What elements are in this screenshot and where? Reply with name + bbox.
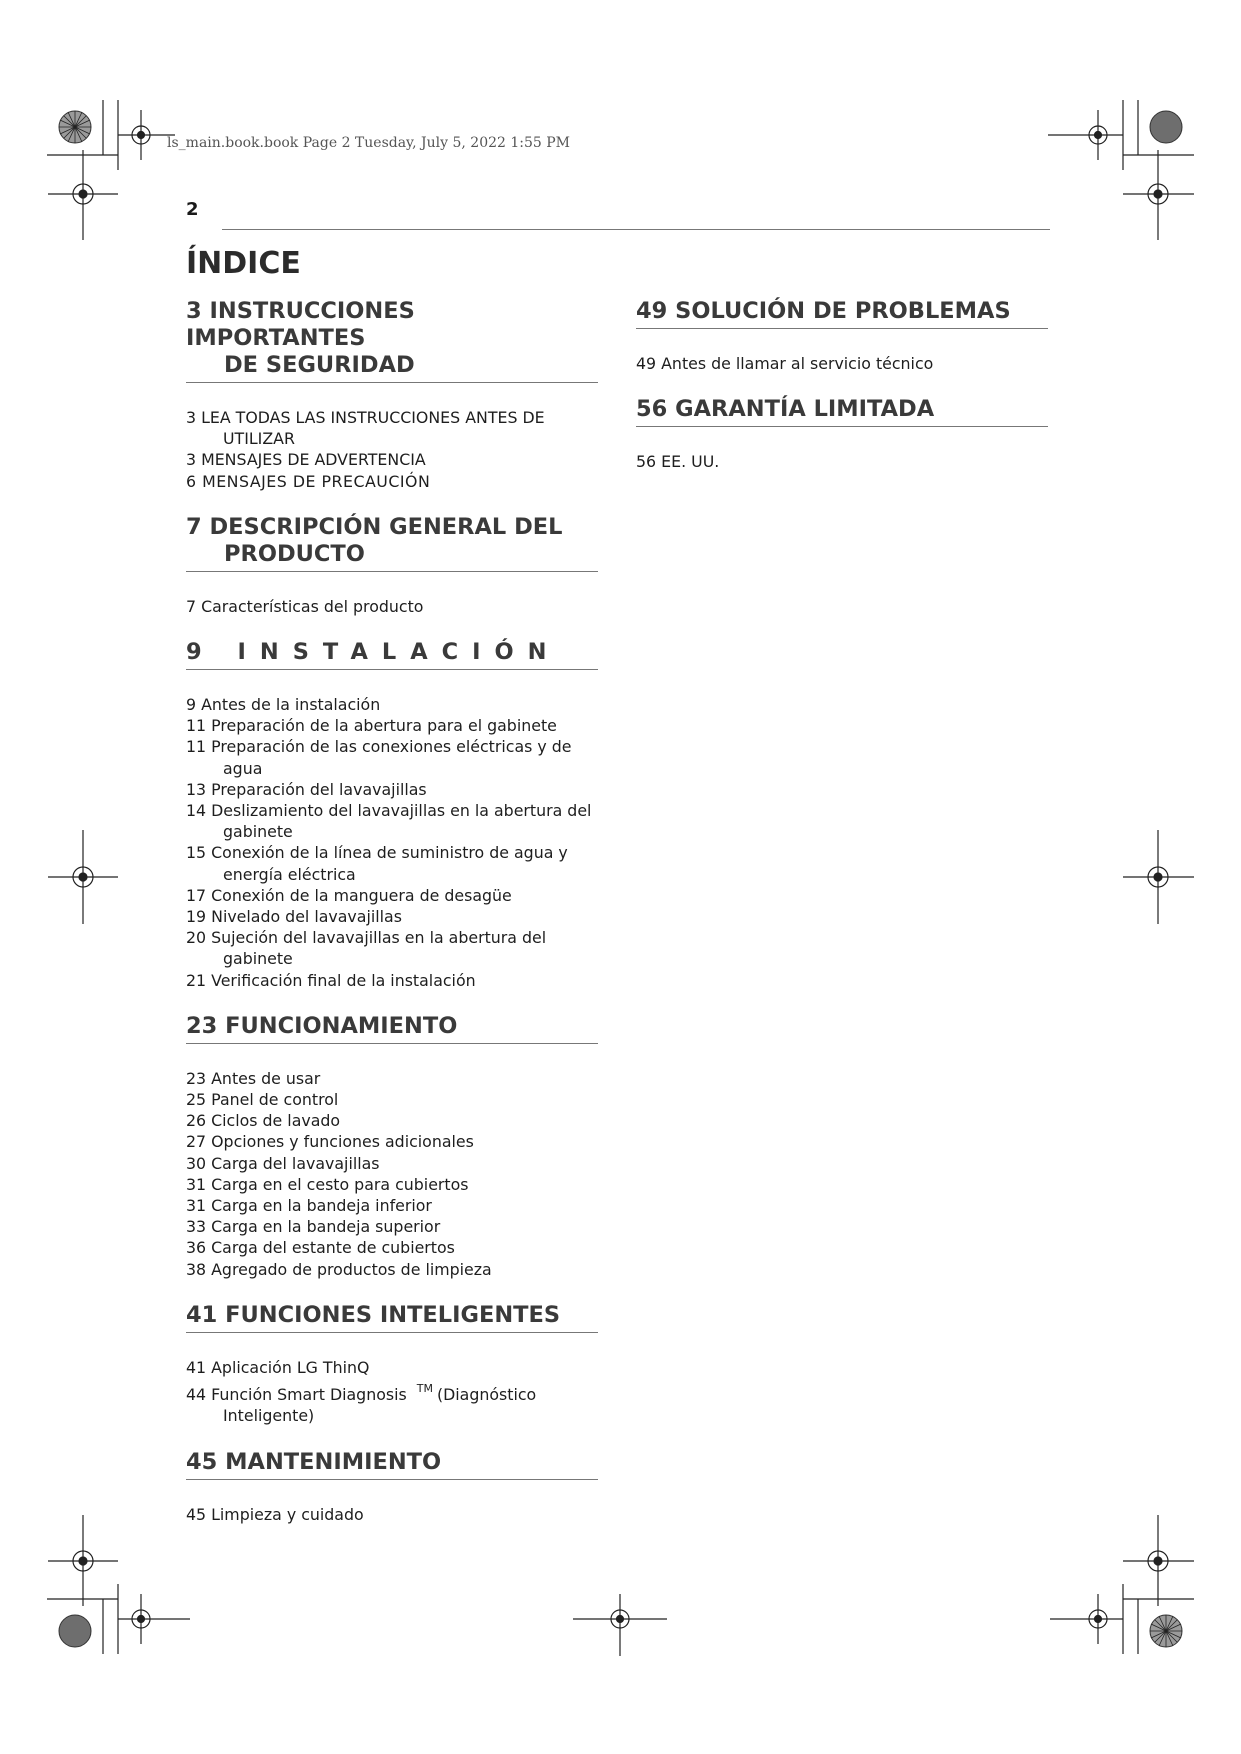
- toc-entry[interactable]: 56 EE. UU.: [636, 452, 720, 472]
- toc-entry[interactable]: 7 Características del producto: [186, 596, 424, 616]
- toc-entry[interactable]: 27 Opciones y funciones adicionales: [186, 1132, 474, 1152]
- registration-mark-icon: [573, 1594, 667, 1656]
- toc-section: [186, 1449, 598, 1525]
- toc-entry[interactable]: 41 Aplicación LG ThinQ: [186, 1357, 370, 1377]
- toc-entry[interactable]: 11 Preparación de la abertura para el gabinete: [186, 716, 557, 736]
- page-number: 2: [186, 199, 199, 220]
- toc-section: [186, 514, 598, 617]
- section-title-text-line2: DE SEGURIDAD: [224, 352, 415, 378]
- page-title: ÍNDICE: [186, 246, 301, 281]
- section-title[interactable]: [186, 639, 598, 670]
- toc-entry[interactable]: 31 Carga en la bandeja inferior: [186, 1196, 432, 1216]
- toc-entry[interactable]: 30 Carga del lavavajillas: [186, 1153, 380, 1173]
- section-title-text: INSTRUCCIONES IMPORTANTES: [186, 298, 415, 351]
- section-title[interactable]: [186, 1302, 598, 1333]
- toc-entries: [186, 694, 598, 991]
- toc-entry[interactable]: 33 Carga en la bandeja superior: [186, 1217, 441, 1237]
- toc-entry[interactable]: 20 Sujeción del lavavajillas en la abertura del gabinete: [186, 928, 547, 969]
- toc-entry[interactable]: 3 MENSAJES DE ADVERTENCIA: [186, 450, 426, 470]
- toc-entries: [636, 353, 1048, 374]
- section-title-text: SOLUCIÓN DE PROBLEMAS: [675, 298, 1011, 324]
- registration-mark-icon: [1048, 110, 1123, 160]
- section-title[interactable]: [186, 514, 598, 572]
- toc-entry[interactable]: 9 Antes de la instalación: [186, 695, 381, 715]
- registration-mark-icon: [1123, 150, 1194, 240]
- registration-mark-icon: [1050, 1594, 1123, 1644]
- star-target-icon: [1150, 1615, 1182, 1647]
- header-rule: [222, 229, 1050, 230]
- toc-entry[interactable]: 21 Verificación final de la instalación: [186, 970, 476, 990]
- toc-entry[interactable]: 17 Conexión de la manguera de desagüe: [186, 885, 512, 905]
- entry-text: (Diagnóstico Inteligente): [223, 1385, 537, 1426]
- toc-entries: [186, 407, 598, 492]
- section-title[interactable]: [186, 298, 598, 383]
- toc-entry[interactable]: 15 Conexión de la línea de suministro de agua y energía eléctrica: [186, 843, 568, 884]
- toc-entry[interactable]: 49 Antes de llamar al servicio técnico: [636, 354, 934, 373]
- toc-section: [186, 1013, 598, 1280]
- toc-entry[interactable]: 14 Deslizamiento del lavavajillas en la abertura del gabinete: [186, 801, 592, 842]
- section-title-text-line2: PRODUCTO: [224, 540, 365, 567]
- section-number: 45: [186, 1448, 218, 1475]
- toc-entry[interactable]: 3 LEA TODAS LAS INSTRUCCIONES ANTES DE UTILIZAR: [186, 408, 545, 449]
- toc-entry[interactable]: 11 Preparación de las conexiones eléctricas y de agua: [186, 737, 572, 778]
- section-title-text: GARANTÍA LIMITADA: [675, 396, 935, 423]
- toc-right-column: [636, 298, 1048, 494]
- section-title[interactable]: [186, 1013, 598, 1044]
- trademark-mark: TM: [416, 1382, 433, 1396]
- section-title[interactable]: [186, 1449, 598, 1480]
- section-number: 56: [636, 396, 668, 423]
- section-number: 49: [636, 298, 668, 324]
- toc-entries: [186, 1068, 598, 1280]
- toc-section: [636, 396, 1048, 472]
- section-number: 23: [186, 1012, 218, 1039]
- toc-entry[interactable]: 45 Limpieza y cuidado: [186, 1504, 364, 1524]
- section-title-text: FUNCIONAMIENTO: [225, 1012, 458, 1039]
- toc-left-column: [186, 298, 598, 1547]
- section-number: 9: [186, 639, 216, 666]
- section-title-text: FUNCIONES INTELIGENTES: [225, 1301, 561, 1328]
- toc-entries: [186, 1504, 598, 1525]
- toc-entry[interactable]: 31 Carga en el cesto para cubiertos: [186, 1174, 469, 1194]
- print-info-header: ls_main.book.book Page 2 Tuesday, July 5, 2022 1:55 PM: [167, 135, 571, 151]
- toc-entry[interactable]: 38 Agregado de productos de limpieza: [186, 1259, 492, 1279]
- registration-mark-icon: [1123, 1515, 1194, 1606]
- toc-section: [186, 1302, 598, 1427]
- star-target-icon: [59, 1615, 91, 1647]
- registration-mark-icon: [118, 1594, 190, 1644]
- toc-section: [186, 298, 598, 492]
- section-title-text: MANTENIMIENTO: [225, 1448, 442, 1475]
- toc-entries: [636, 451, 1048, 472]
- registration-mark-icon: [48, 830, 118, 924]
- toc-entry[interactable]: 26 Ciclos de lavado: [186, 1111, 341, 1131]
- toc-entry-smart-diagnosis[interactable]: [186, 1378, 598, 1426]
- section-number: 7: [186, 513, 202, 540]
- toc-entry[interactable]: 36 Carga del estante de cubiertos: [186, 1238, 455, 1258]
- toc-entry[interactable]: 23 Antes de usar: [186, 1068, 321, 1088]
- star-target-icon: [1150, 111, 1182, 143]
- entry-text: 44 Función Smart Diagnosis: [186, 1385, 407, 1405]
- toc-entry[interactable]: 19 Nivelado del lavavajillas: [186, 907, 402, 927]
- toc-entry[interactable]: 13 Preparación del lavavajillas: [186, 779, 427, 799]
- section-title-text: INSTALACIÓN: [237, 639, 561, 666]
- section-number: 3: [186, 298, 202, 324]
- toc-entry[interactable]: 6 MENSAJES DE PRECAUCIÓN: [186, 471, 431, 491]
- section-number: 41: [186, 1301, 218, 1328]
- star-target-icon: [59, 111, 91, 143]
- registration-mark-icon: [48, 150, 118, 240]
- toc-section: [636, 298, 1048, 374]
- toc-entry[interactable]: 25 Panel de control: [186, 1090, 339, 1110]
- toc-section: [186, 639, 598, 991]
- section-title[interactable]: [636, 298, 1048, 329]
- toc-entries: [186, 1357, 598, 1427]
- section-title-text: DESCRIPCIÓN GENERAL DEL: [209, 513, 563, 540]
- section-title[interactable]: [636, 396, 1048, 427]
- registration-mark-icon: [48, 1515, 118, 1606]
- toc-entries: [186, 596, 598, 617]
- registration-mark-icon: [1123, 830, 1194, 924]
